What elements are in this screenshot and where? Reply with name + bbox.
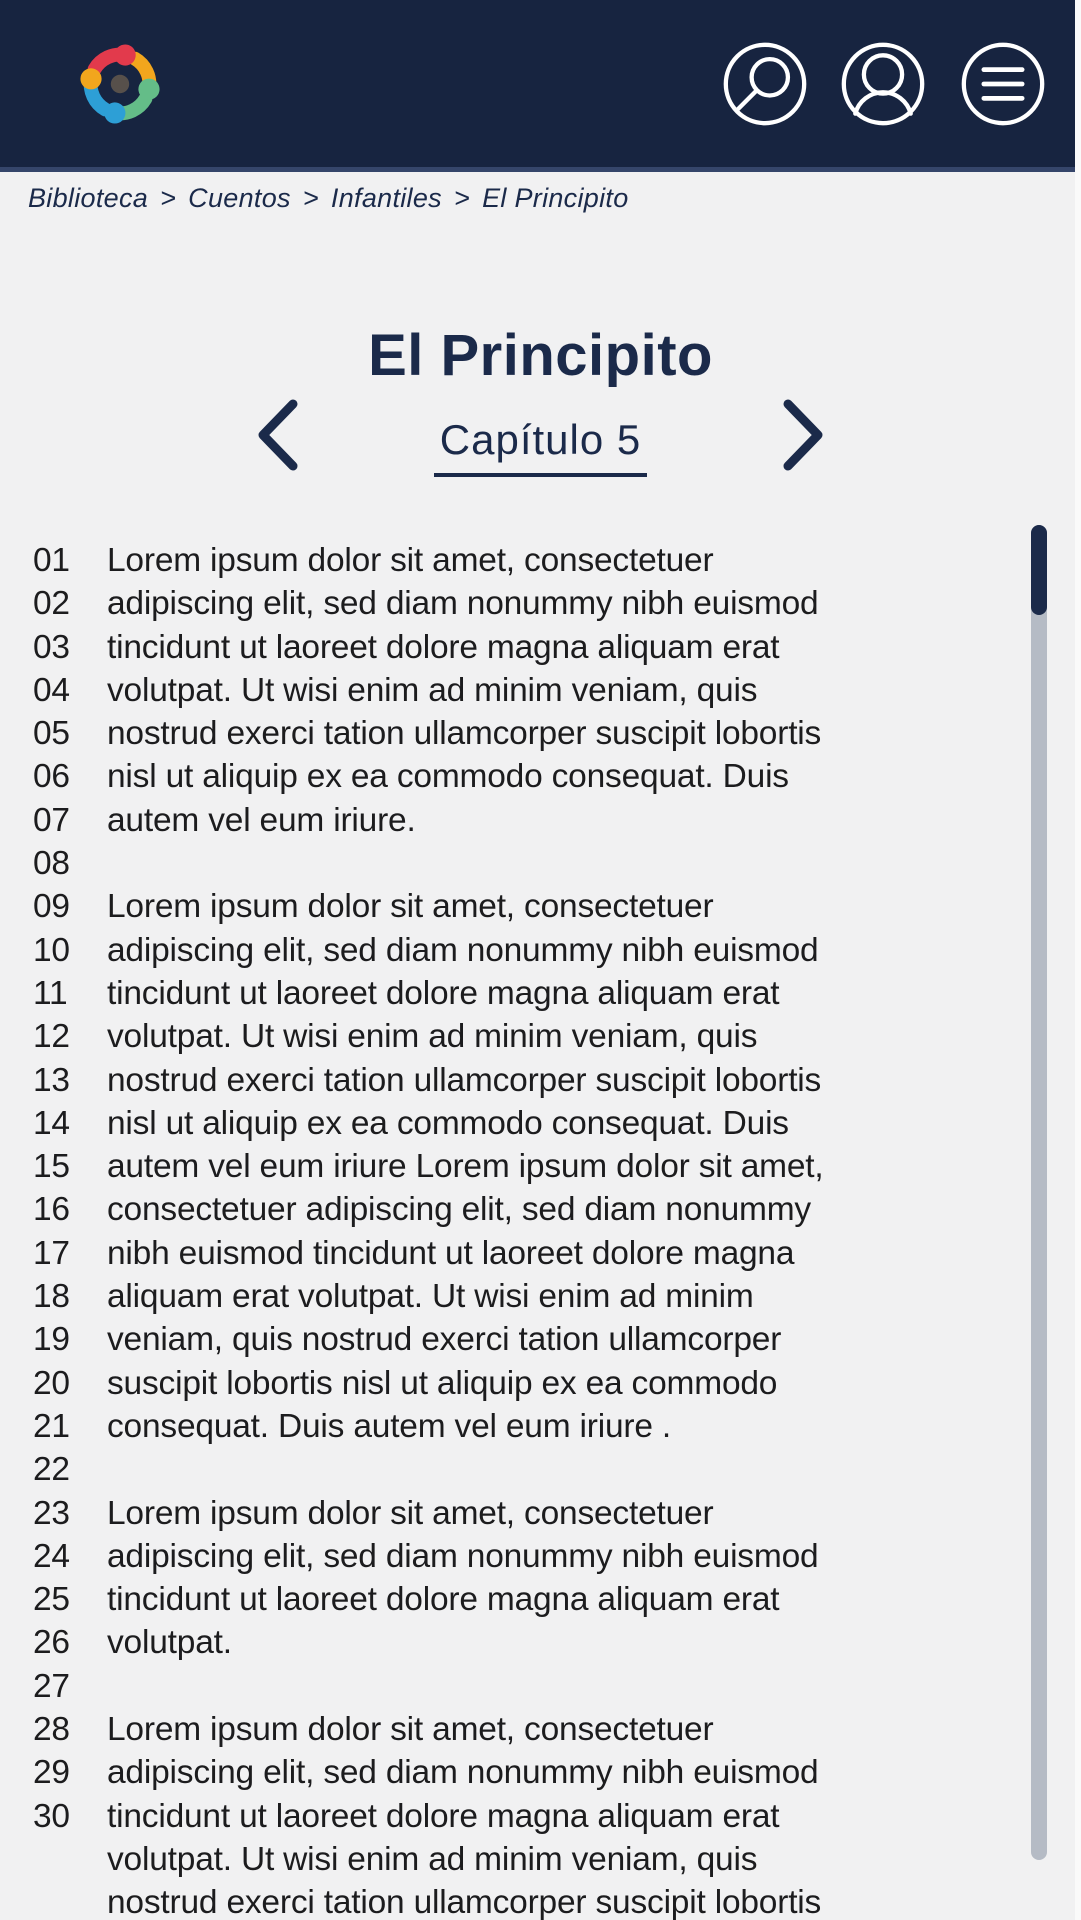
line-number: 26 bbox=[33, 1624, 70, 1662]
reader-line bbox=[33, 629, 1033, 672]
line-text: consequat. Duis autem vel eum iriure . bbox=[107, 1407, 672, 1445]
line-text: volutpat. Ut wisi enim ad minim veniam, quis bbox=[107, 1840, 758, 1878]
line-number: 09 bbox=[33, 888, 70, 926]
line-number: 30 bbox=[33, 1797, 70, 1835]
line-number: 28 bbox=[33, 1711, 70, 1749]
user-icon[interactable] bbox=[840, 41, 926, 127]
breadcrumb-item[interactable]: Biblioteca bbox=[28, 183, 149, 213]
line-number: 25 bbox=[33, 1581, 70, 1619]
reader-lines bbox=[33, 542, 1033, 1920]
line-number: 24 bbox=[33, 1537, 70, 1575]
app-logo-icon[interactable] bbox=[74, 38, 166, 130]
scrollbar-thumb[interactable] bbox=[1031, 525, 1047, 615]
reader-line bbox=[33, 1538, 1033, 1581]
line-text: suscipit lobortis nisl ut aliquip ex ea commodo bbox=[107, 1364, 778, 1402]
reader-line bbox=[33, 542, 1033, 585]
right-edge-gutter bbox=[1075, 0, 1081, 1920]
reader-line bbox=[33, 1191, 1033, 1234]
chapter-navigation bbox=[0, 398, 1081, 477]
reader-line bbox=[33, 1408, 1033, 1451]
breadcrumb-separator: > bbox=[453, 183, 471, 213]
reader-line bbox=[33, 802, 1033, 845]
line-text: consectetuer adipiscing elit, sed diam nonummy bbox=[107, 1191, 811, 1229]
line-text: tincidunt ut laoreet dolore magna aliquam erat bbox=[107, 974, 780, 1012]
line-number: 02 bbox=[33, 585, 70, 623]
line-number: 21 bbox=[33, 1407, 70, 1445]
reader-line bbox=[33, 1668, 1033, 1711]
line-text: volutpat. Ut wisi enim ad minim veniam, quis bbox=[107, 671, 758, 709]
line-number: 01 bbox=[33, 542, 70, 579]
line-text: Lorem ipsum dolor sit amet, consectetuer bbox=[107, 1711, 714, 1749]
line-text: nostrud exerci tation ullamcorper suscipit lobortis bbox=[107, 1061, 822, 1099]
line-text: autem vel eum iriure. bbox=[107, 801, 416, 839]
reader-line bbox=[33, 1018, 1033, 1061]
reader-line bbox=[33, 585, 1033, 628]
page-title: El Principito bbox=[368, 322, 713, 388]
chevron-left-icon[interactable] bbox=[253, 398, 301, 472]
reader-line bbox=[33, 1754, 1033, 1797]
line-number: 19 bbox=[33, 1321, 70, 1359]
line-number: 10 bbox=[33, 931, 70, 969]
line-text: nisl ut aliquip ex ea commodo consequat. Duis bbox=[107, 1104, 789, 1142]
line-text: adipiscing elit, sed diam nonummy nibh euismod bbox=[107, 931, 819, 969]
line-number: 15 bbox=[33, 1148, 70, 1186]
reader-line bbox=[33, 1148, 1033, 1191]
reader-line bbox=[33, 888, 1033, 931]
line-text: volutpat. bbox=[107, 1624, 232, 1662]
line-number: 03 bbox=[33, 628, 70, 666]
logo-center-dot bbox=[111, 75, 129, 93]
line-text: volutpat. Ut wisi enim ad minim veniam, quis bbox=[107, 1018, 758, 1056]
line-number: 17 bbox=[33, 1234, 70, 1272]
reader-line bbox=[33, 1062, 1033, 1105]
reader-line bbox=[33, 758, 1033, 801]
line-text: veniam, quis nostrud exerci tation ullamcorper bbox=[107, 1321, 782, 1359]
breadcrumb-item[interactable]: Cuentos bbox=[188, 183, 291, 213]
line-number: 23 bbox=[33, 1494, 70, 1532]
line-text: adipiscing elit, sed diam nonummy nibh euismod bbox=[107, 585, 819, 623]
line-number: 22 bbox=[33, 1451, 70, 1489]
breadcrumb-separator: > bbox=[302, 183, 319, 213]
reader-line bbox=[33, 1278, 1033, 1321]
line-number: 11 bbox=[33, 974, 68, 1012]
line-text: autem vel eum iriure Lorem ipsum dolor sit amet, bbox=[107, 1148, 824, 1186]
reader-line bbox=[33, 1581, 1033, 1624]
line-number: 14 bbox=[33, 1104, 70, 1142]
line-text: adipiscing elit, sed diam nonummy nibh euismod bbox=[107, 1537, 819, 1575]
breadcrumb-separator: > bbox=[160, 183, 177, 213]
line-text: nibh euismod tincidunt ut laoreet dolore magna bbox=[107, 1234, 795, 1272]
reader-line bbox=[33, 1711, 1033, 1754]
reader-line bbox=[33, 845, 1033, 888]
search-icon[interactable] bbox=[722, 41, 808, 127]
line-number: 29 bbox=[33, 1754, 70, 1792]
line-number: 07 bbox=[33, 801, 70, 839]
top-header-bar bbox=[0, 0, 1081, 172]
reader-line bbox=[33, 1321, 1033, 1364]
line-number: 04 bbox=[33, 671, 70, 709]
line-text: nisl ut aliquip ex ea commodo consequat. Duis bbox=[107, 758, 789, 796]
line-text: nostrud exerci tation ullamcorper suscipit lobortis bbox=[107, 1884, 822, 1920]
line-text: adipiscing elit, sed diam nonummy nibh euismod bbox=[107, 1754, 819, 1792]
reader-line bbox=[33, 932, 1033, 975]
line-text: tincidunt ut laoreet dolore magna aliquam erat bbox=[107, 628, 780, 666]
breadcrumb bbox=[28, 183, 629, 214]
chevron-right-icon[interactable] bbox=[780, 398, 828, 472]
scrollbar-track[interactable] bbox=[1031, 525, 1047, 1860]
reader-line bbox=[33, 1624, 1033, 1667]
line-number: 27 bbox=[33, 1667, 70, 1705]
line-number: 06 bbox=[33, 758, 70, 796]
reader-line bbox=[33, 1841, 1033, 1884]
reader-line bbox=[33, 1495, 1033, 1538]
line-text: Lorem ipsum dolor sit amet, consectetuer bbox=[107, 888, 714, 926]
breadcrumb-item[interactable]: Infantiles bbox=[330, 183, 442, 213]
line-number: 18 bbox=[33, 1278, 70, 1316]
chapter-label[interactable]: Capítulo 5 bbox=[434, 416, 647, 477]
reader-line bbox=[33, 1884, 1033, 1920]
line-text: aliquam erat volutpat. Ut wisi enim ad minim bbox=[107, 1278, 754, 1316]
line-number: 08 bbox=[33, 845, 70, 883]
line-text: Lorem ipsum dolor sit amet, consectetuer bbox=[107, 1494, 714, 1532]
line-text: Lorem ipsum dolor sit amet, consectetuer bbox=[107, 542, 714, 579]
line-number: 13 bbox=[33, 1061, 70, 1099]
reader-line bbox=[33, 1105, 1033, 1148]
line-number: 20 bbox=[33, 1364, 70, 1402]
line-number: 05 bbox=[33, 715, 70, 753]
breadcrumb-item[interactable]: El Principito bbox=[482, 183, 629, 213]
reader-line bbox=[33, 715, 1033, 758]
line-text: tincidunt ut laoreet dolore magna aliquam erat bbox=[107, 1581, 780, 1619]
menu-icon[interactable] bbox=[960, 41, 1046, 127]
line-number: 16 bbox=[33, 1191, 70, 1229]
line-text: nostrud exerci tation ullamcorper suscipit lobortis bbox=[107, 715, 822, 753]
reader-line bbox=[33, 1798, 1033, 1841]
reader-line bbox=[33, 1451, 1033, 1494]
reader-line bbox=[33, 672, 1033, 715]
line-number: 12 bbox=[33, 1018, 70, 1056]
reader-line bbox=[33, 1365, 1033, 1408]
line-text: tincidunt ut laoreet dolore magna aliquam erat bbox=[107, 1797, 780, 1835]
reader-line bbox=[33, 1235, 1033, 1278]
reader-line bbox=[33, 975, 1033, 1018]
